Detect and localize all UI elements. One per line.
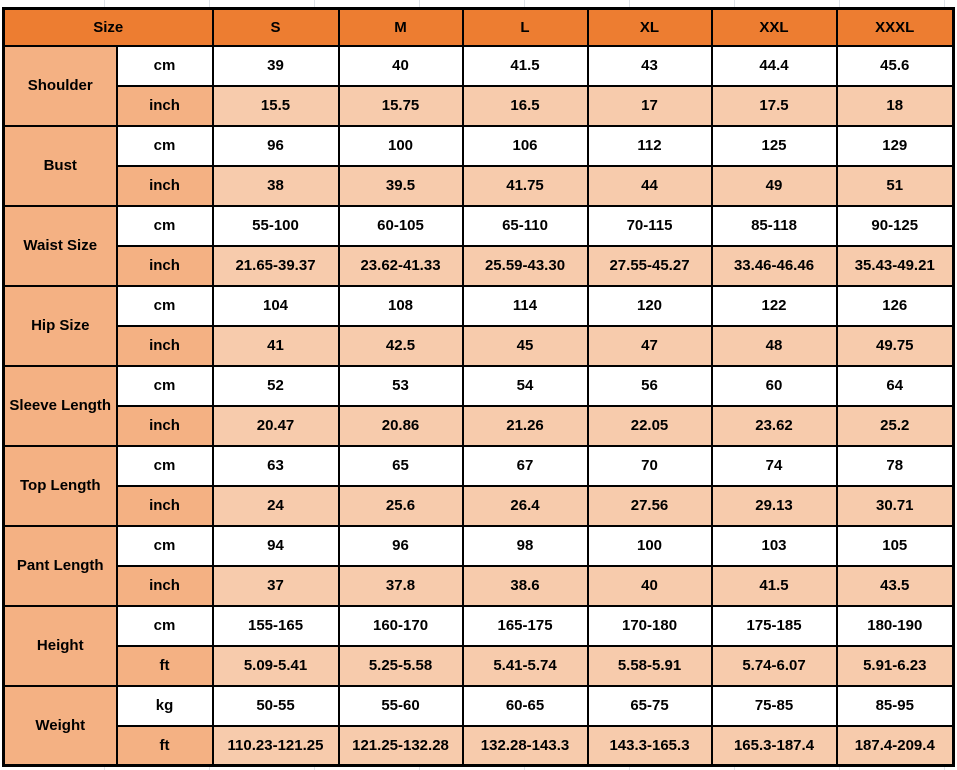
- value-cell: 17: [588, 86, 712, 126]
- value-cell: 21.26: [463, 406, 588, 446]
- value-cell: 96: [213, 126, 339, 166]
- value-cell: 85-118: [712, 206, 837, 246]
- value-cell: 18: [837, 86, 954, 126]
- value-cell: 22.05: [588, 406, 712, 446]
- row-group-label: Sleeve Length: [4, 366, 117, 446]
- value-cell: 48: [712, 326, 837, 366]
- row-group-label: Pant Length: [4, 526, 117, 606]
- value-cell: 23.62-41.33: [339, 246, 463, 286]
- value-cell: 105: [837, 526, 954, 566]
- value-cell: 70-115: [588, 206, 712, 246]
- value-cell: 27.55-45.27: [588, 246, 712, 286]
- table-row: [4, 606, 954, 646]
- value-cell: 53: [339, 366, 463, 406]
- value-cell: 60-105: [339, 206, 463, 246]
- value-cell: 65-75: [588, 686, 712, 726]
- value-cell: 41: [213, 326, 339, 366]
- value-cell: 50-55: [213, 686, 339, 726]
- value-cell: 78: [837, 446, 954, 486]
- value-cell: 114: [463, 286, 588, 326]
- value-cell: 45.6: [837, 46, 954, 86]
- value-cell: 35.43-49.21: [837, 246, 954, 286]
- value-cell: 16.5: [463, 86, 588, 126]
- value-cell: 41.5: [712, 566, 837, 606]
- row-group-label: Top Length: [4, 446, 117, 526]
- value-cell: 38: [213, 166, 339, 206]
- value-cell: 121.25-132.28: [339, 726, 463, 766]
- column-header-xl: XL: [588, 9, 712, 46]
- value-cell: 24: [213, 486, 339, 526]
- unit-cell: inch: [117, 86, 213, 126]
- value-cell: 41.5: [463, 46, 588, 86]
- value-cell: 45: [463, 326, 588, 366]
- value-cell: 41.75: [463, 166, 588, 206]
- table-row: [4, 446, 954, 486]
- row-group-label: Height: [4, 606, 117, 686]
- unit-cell: cm: [117, 286, 213, 326]
- value-cell: 180-190: [837, 606, 954, 646]
- value-cell: 25.6: [339, 486, 463, 526]
- column-header-m: M: [339, 9, 463, 46]
- value-cell: 65: [339, 446, 463, 486]
- value-cell: 187.4-209.4: [837, 726, 954, 766]
- table-row: [4, 246, 954, 286]
- value-cell: 56: [588, 366, 712, 406]
- value-cell: 120: [588, 286, 712, 326]
- unit-cell: cm: [117, 446, 213, 486]
- value-cell: 42.5: [339, 326, 463, 366]
- unit-cell: cm: [117, 526, 213, 566]
- unit-cell: inch: [117, 246, 213, 286]
- size-header-cell: Size: [4, 9, 213, 46]
- column-header-xxxl: XXXL: [837, 9, 954, 46]
- table-row: [4, 566, 954, 606]
- value-cell: 55-100: [213, 206, 339, 246]
- unit-cell: cm: [117, 46, 213, 86]
- value-cell: 67: [463, 446, 588, 486]
- value-cell: 60: [712, 366, 837, 406]
- value-cell: 106: [463, 126, 588, 166]
- value-cell: 64: [837, 366, 954, 406]
- value-cell: 170-180: [588, 606, 712, 646]
- value-cell: 155-165: [213, 606, 339, 646]
- unit-cell: ft: [117, 646, 213, 686]
- table-row: [4, 46, 954, 86]
- value-cell: 40: [588, 566, 712, 606]
- value-cell: 37.8: [339, 566, 463, 606]
- value-cell: 55-60: [339, 686, 463, 726]
- value-cell: 122: [712, 286, 837, 326]
- spreadsheet-area: [2, 7, 955, 767]
- value-cell: 51: [837, 166, 954, 206]
- header-row: [4, 9, 954, 46]
- value-cell: 38.6: [463, 566, 588, 606]
- value-cell: 175-185: [712, 606, 837, 646]
- value-cell: 96: [339, 526, 463, 566]
- unit-cell: cm: [117, 606, 213, 646]
- value-cell: 20.47: [213, 406, 339, 446]
- value-cell: 25.2: [837, 406, 954, 446]
- value-cell: 98: [463, 526, 588, 566]
- value-cell: 49.75: [837, 326, 954, 366]
- value-cell: 40: [339, 46, 463, 86]
- value-cell: 25.59-43.30: [463, 246, 588, 286]
- unit-cell: inch: [117, 326, 213, 366]
- value-cell: 49: [712, 166, 837, 206]
- value-cell: 33.46-46.46: [712, 246, 837, 286]
- value-cell: 43.5: [837, 566, 954, 606]
- value-cell: 27.56: [588, 486, 712, 526]
- value-cell: 5.74-6.07: [712, 646, 837, 686]
- value-cell: 90-125: [837, 206, 954, 246]
- unit-cell: inch: [117, 486, 213, 526]
- value-cell: 5.58-5.91: [588, 646, 712, 686]
- unit-cell: cm: [117, 366, 213, 406]
- table-row: [4, 166, 954, 206]
- value-cell: 75-85: [712, 686, 837, 726]
- table-row: [4, 286, 954, 326]
- value-cell: 103: [712, 526, 837, 566]
- table-row: [4, 86, 954, 126]
- column-header-l: L: [463, 9, 588, 46]
- value-cell: 23.62: [712, 406, 837, 446]
- value-cell: 44.4: [712, 46, 837, 86]
- column-header-xxl: XXL: [712, 9, 837, 46]
- value-cell: 165-175: [463, 606, 588, 646]
- value-cell: 15.75: [339, 86, 463, 126]
- table-row: [4, 206, 954, 246]
- table-row: [4, 526, 954, 566]
- value-cell: 60-65: [463, 686, 588, 726]
- value-cell: 29.13: [712, 486, 837, 526]
- value-cell: 110.23-121.25: [213, 726, 339, 766]
- value-cell: 126: [837, 286, 954, 326]
- row-group-label: Shoulder: [4, 46, 117, 126]
- value-cell: 26.4: [463, 486, 588, 526]
- value-cell: 37: [213, 566, 339, 606]
- value-cell: 21.65-39.37: [213, 246, 339, 286]
- table-body: [4, 46, 954, 766]
- table-row: [4, 366, 954, 406]
- value-cell: 5.91-6.23: [837, 646, 954, 686]
- value-cell: 108: [339, 286, 463, 326]
- value-cell: 5.25-5.58: [339, 646, 463, 686]
- value-cell: 70: [588, 446, 712, 486]
- value-cell: 132.28-143.3: [463, 726, 588, 766]
- value-cell: 20.86: [339, 406, 463, 446]
- row-group-label: Bust: [4, 126, 117, 206]
- value-cell: 15.5: [213, 86, 339, 126]
- table-row: [4, 326, 954, 366]
- unit-cell: cm: [117, 206, 213, 246]
- value-cell: 74: [712, 446, 837, 486]
- value-cell: 165.3-187.4: [712, 726, 837, 766]
- value-cell: 5.41-5.74: [463, 646, 588, 686]
- value-cell: 104: [213, 286, 339, 326]
- value-cell: 39: [213, 46, 339, 86]
- unit-cell: cm: [117, 126, 213, 166]
- table-header: [4, 9, 954, 46]
- value-cell: 44: [588, 166, 712, 206]
- value-cell: 5.09-5.41: [213, 646, 339, 686]
- table-row: [4, 126, 954, 166]
- value-cell: 54: [463, 366, 588, 406]
- value-cell: 47: [588, 326, 712, 366]
- unit-cell: inch: [117, 566, 213, 606]
- table-row: [4, 726, 954, 766]
- value-cell: 43: [588, 46, 712, 86]
- table-row: [4, 646, 954, 686]
- table-row: [4, 406, 954, 446]
- value-cell: 94: [213, 526, 339, 566]
- value-cell: 100: [588, 526, 712, 566]
- value-cell: 143.3-165.3: [588, 726, 712, 766]
- value-cell: 160-170: [339, 606, 463, 646]
- value-cell: 112: [588, 126, 712, 166]
- unit-cell: inch: [117, 166, 213, 206]
- value-cell: 52: [213, 366, 339, 406]
- size-chart-table: [2, 7, 955, 767]
- value-cell: 39.5: [339, 166, 463, 206]
- table-row: [4, 686, 954, 726]
- value-cell: 30.71: [837, 486, 954, 526]
- value-cell: 129: [837, 126, 954, 166]
- value-cell: 100: [339, 126, 463, 166]
- value-cell: 17.5: [712, 86, 837, 126]
- unit-cell: ft: [117, 726, 213, 766]
- table-row: [4, 486, 954, 526]
- row-group-label: Weight: [4, 686, 117, 766]
- value-cell: 85-95: [837, 686, 954, 726]
- unit-cell: inch: [117, 406, 213, 446]
- row-group-label: Hip Size: [4, 286, 117, 366]
- value-cell: 65-110: [463, 206, 588, 246]
- row-group-label: Waist Size: [4, 206, 117, 286]
- unit-cell: kg: [117, 686, 213, 726]
- column-header-s: S: [213, 9, 339, 46]
- value-cell: 63: [213, 446, 339, 486]
- value-cell: 125: [712, 126, 837, 166]
